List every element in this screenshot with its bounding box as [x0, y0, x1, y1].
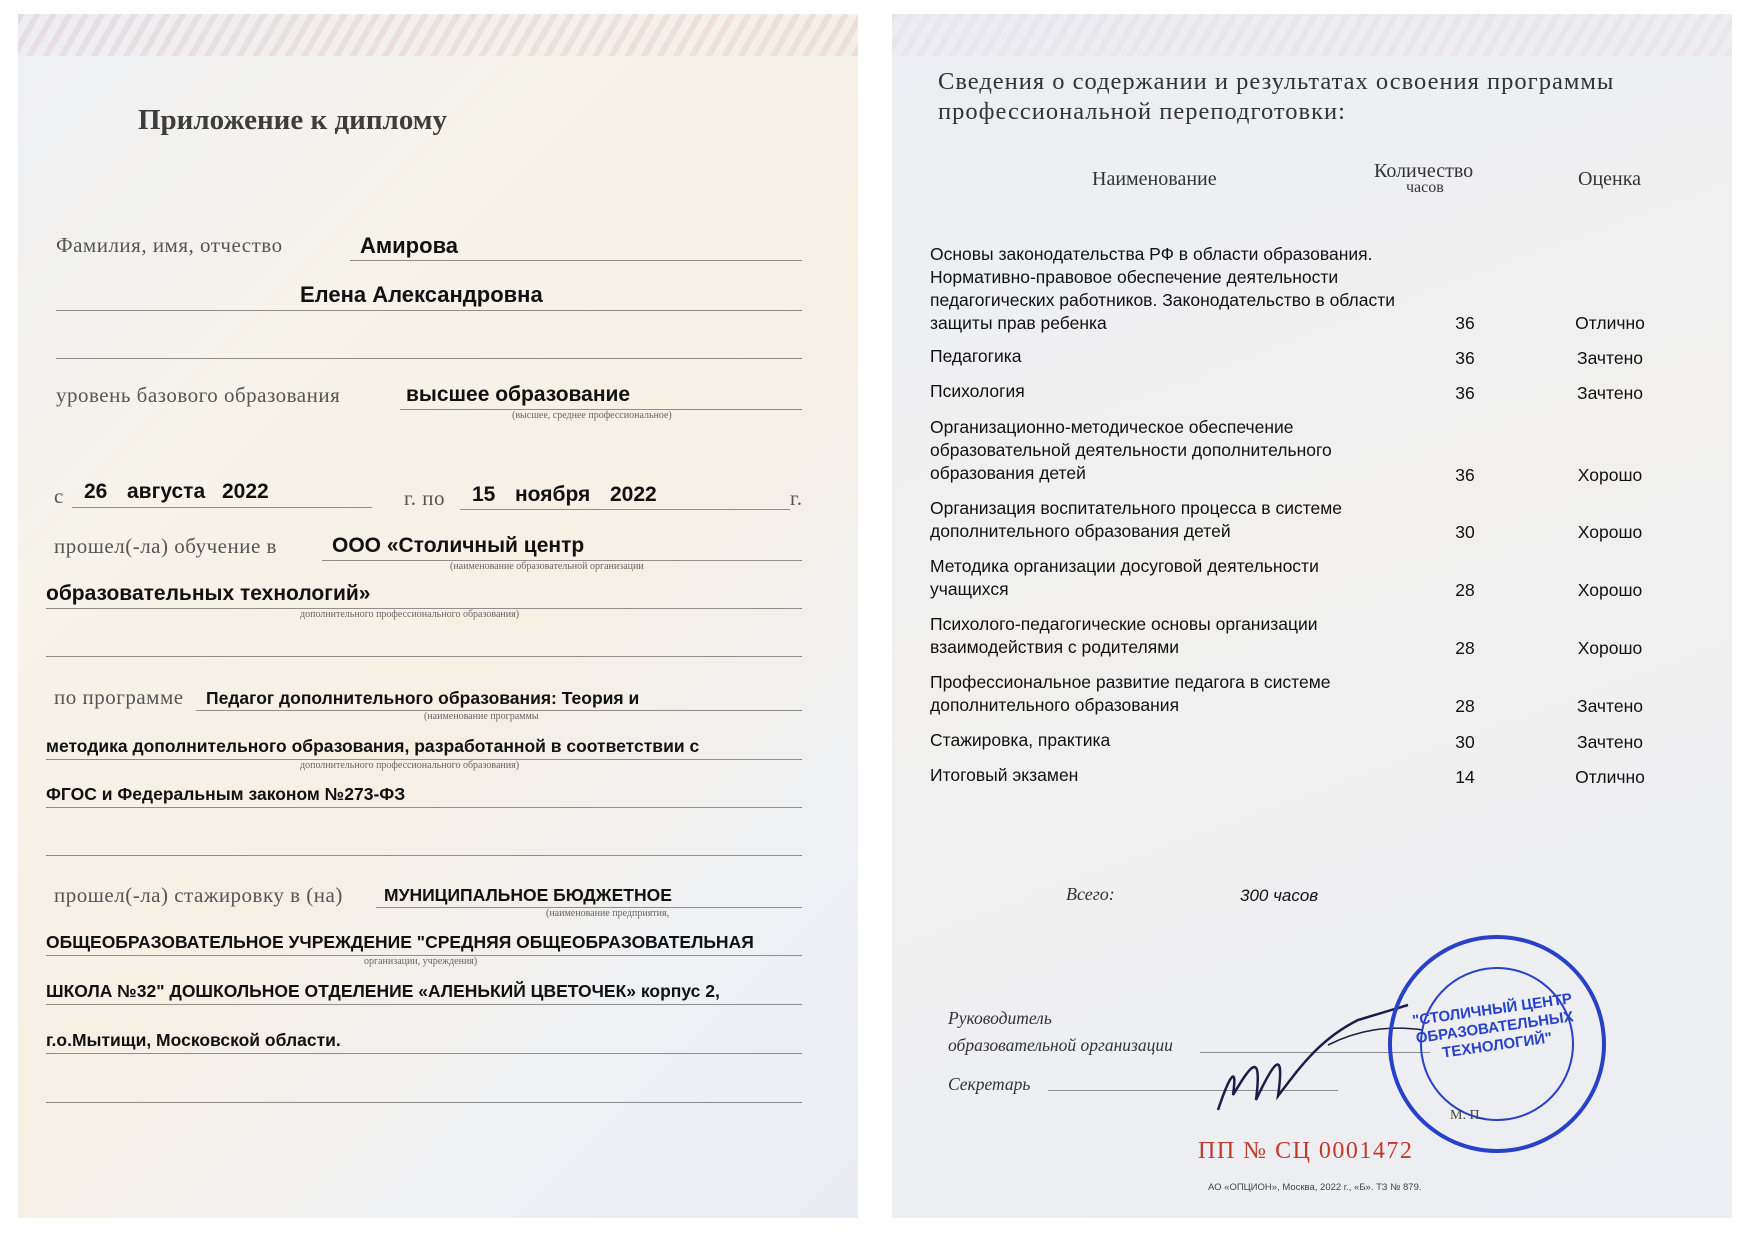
- program-underline-4: [46, 855, 802, 856]
- subject-grade: Зачтено: [1577, 383, 1643, 403]
- program-line-2: методика дополнительного образования, разработанной в соответствии с: [46, 736, 700, 756]
- subject-hours: 36: [1455, 465, 1475, 485]
- from-date-underline: [72, 507, 372, 508]
- internship-line-2: ОБЩЕОБРАЗОВАТЕЛЬНОЕ УЧРЕЖДЕНИЕ "СРЕДНЯЯ ОБЩЕОБРАЗОВАТЕЛЬНАЯ: [46, 932, 754, 952]
- subject-grade: Отлично: [1575, 313, 1645, 333]
- g-label: г.: [790, 486, 803, 510]
- internship-underline-5: [46, 1102, 802, 1103]
- table-row: [930, 555, 1670, 602]
- org-hint-2: дополнительного профессионального образования): [300, 609, 520, 620]
- subject-grade: Хорошо: [1577, 522, 1643, 542]
- subject-hours: 28: [1455, 580, 1475, 600]
- subject-grade: Зачтено: [1577, 696, 1643, 716]
- subject-hours: 36: [1455, 383, 1475, 403]
- fio-underline-1: [350, 260, 802, 261]
- column-header-hours-2: часов: [1406, 179, 1444, 196]
- g-po-label: г. по: [404, 486, 445, 510]
- internship-label: прошел(-ла) стажировку в (на): [54, 883, 343, 907]
- program-hint-2: дополнительного профессионального образования): [300, 760, 520, 771]
- subject-name: Профессиональное развитие педагога в системе дополнительного образования: [930, 672, 1331, 715]
- program-label: по программе: [54, 685, 184, 709]
- subject-name: Основы законодательства РФ в области образования. Нормативно-правовое обеспечение деятельности педагогических работников. Законодательство в области защиты прав ребенка: [930, 244, 1396, 333]
- org-line-1: ООО «Столичный центр: [332, 534, 585, 557]
- from-day: 26: [84, 480, 108, 503]
- printer-note: АО «ОПЦИОН», Москва, 2022 г., «Б». ТЗ № 879.: [1208, 1182, 1422, 1193]
- table-row: [930, 671, 1670, 718]
- subject-hours: 14: [1455, 767, 1475, 787]
- head-label-line-1: Руководитель: [948, 1008, 1052, 1028]
- fio-underline-3: [56, 358, 802, 359]
- subject-name: Психолого-педагогические основы организации взаимодействия с родителями: [930, 614, 1318, 657]
- subject-hours: 36: [1455, 313, 1475, 333]
- decorative-pattern: [18, 14, 858, 56]
- subject-hours: 28: [1455, 696, 1475, 716]
- internship-line-4: г.о.Мытищи, Московской области.: [46, 1030, 341, 1050]
- subject-grade: Хорошо: [1577, 638, 1643, 658]
- to-year: 2022: [610, 483, 657, 506]
- head-label-line-2: образовательной организации: [948, 1035, 1173, 1055]
- internship-underline-4: [46, 1053, 802, 1054]
- page-title: Приложение к диплому: [138, 104, 448, 136]
- to-day: 15: [472, 483, 496, 506]
- subject-grade: Отлично: [1575, 767, 1645, 787]
- org-hint-1: (наименование образовательной организации: [450, 561, 644, 572]
- from-year: 2022: [222, 480, 269, 503]
- program-hint-1: (наименование программы: [424, 711, 539, 722]
- table-row: [930, 729, 1670, 753]
- seal-text: "СТОЛИЧНЫЙ ЦЕНТР ОБРАЗОВАТЕЛЬНЫХ ТЕХНОЛОГИЙ": [1411, 990, 1575, 1062]
- education-label: уровень базового образования: [56, 383, 341, 407]
- column-header-hours-1: Количество: [1374, 160, 1474, 182]
- internship-line-1: МУНИЦИПАЛЬНОЕ БЮДЖЕТНОЕ: [384, 885, 672, 905]
- subject-name: Психология: [930, 381, 1025, 401]
- fio-label: Фамилия, имя, отчество: [56, 233, 283, 257]
- to-month: ноября: [515, 483, 591, 506]
- subject-name: Педагогика: [930, 346, 1022, 366]
- subject-grade: Хорошо: [1577, 465, 1643, 485]
- serial-number: ПП № СЦ 0001472: [1198, 1138, 1414, 1164]
- trained-label: прошел(-ла) обучение в: [54, 534, 277, 558]
- education-hint: (высшее, среднее профессиональное): [512, 410, 672, 421]
- subject-grade: Зачтено: [1577, 348, 1643, 368]
- subject-grade: Хорошо: [1577, 580, 1643, 600]
- fio-underline-2: [56, 310, 802, 311]
- program-underline-3: [46, 807, 802, 808]
- table-row: [930, 497, 1670, 544]
- subject-hours: 30: [1455, 732, 1475, 752]
- table-row: [930, 613, 1670, 660]
- org-line-2: образовательных технологий»: [46, 582, 371, 605]
- subject-name: Методика организации досуговой деятельности учащихся: [930, 556, 1319, 599]
- subject-grade: Зачтено: [1577, 732, 1643, 752]
- total-label: Всего:: [1066, 884, 1115, 904]
- org-underline-3: [46, 656, 802, 657]
- table-row: [930, 416, 1670, 486]
- secretary-label: Секретарь: [948, 1074, 1031, 1094]
- program-line-3: ФГОС и Федеральным законом №273-ФЗ: [46, 784, 406, 804]
- table-row: [930, 380, 1670, 404]
- to-date-underline: [460, 509, 790, 510]
- subject-name: Организационно-методическое обеспечение образовательной деятельности дополнительного образования детей: [930, 417, 1332, 483]
- internship-underline-3: [46, 1004, 802, 1005]
- subject-name: Итоговый экзамен: [930, 765, 1079, 785]
- subject-name: Стажировка, практика: [930, 730, 1111, 750]
- internship-line-3: ШКОЛА №32" ДОШКОЛЬНОЕ ОТДЕЛЕНИЕ «АЛЕНЬКИЙ ЦВЕТОЧЕК» корпус 2,: [46, 981, 720, 1001]
- table-row: [930, 243, 1670, 335]
- subject-hours: 30: [1455, 522, 1475, 542]
- mp-label: М. П.: [1450, 1108, 1484, 1123]
- section-heading-line-1: Сведения о содержании и результатах освоения программы: [938, 68, 1615, 95]
- subject-name: Организация воспитательного процесса в системе дополнительного образования детей: [930, 498, 1343, 541]
- given-names-value: Елена Александровна: [300, 282, 543, 307]
- internship-hint-2: организации, учреждения): [364, 956, 478, 967]
- column-header-grade: Оценка: [1578, 168, 1642, 190]
- from-month: августа: [127, 480, 206, 503]
- table-row: [930, 345, 1670, 369]
- subject-hours: 28: [1455, 638, 1475, 658]
- section-heading-line-2: профессиональной переподготовки:: [938, 98, 1346, 125]
- surname-value: Амирова: [360, 233, 459, 258]
- table-row: [930, 764, 1670, 788]
- internship-hint-1: (наименование предприятия,: [546, 908, 670, 919]
- education-value: высшее образование: [406, 383, 631, 406]
- column-header-name: Наименование: [1092, 168, 1217, 190]
- program-line-1: Педагог дополнительного образования: Теория и: [206, 688, 640, 708]
- decorative-pattern: [892, 14, 1732, 56]
- subject-hours: 36: [1455, 348, 1475, 368]
- total-value: 300 часов: [1240, 886, 1319, 905]
- from-label: с: [54, 484, 64, 508]
